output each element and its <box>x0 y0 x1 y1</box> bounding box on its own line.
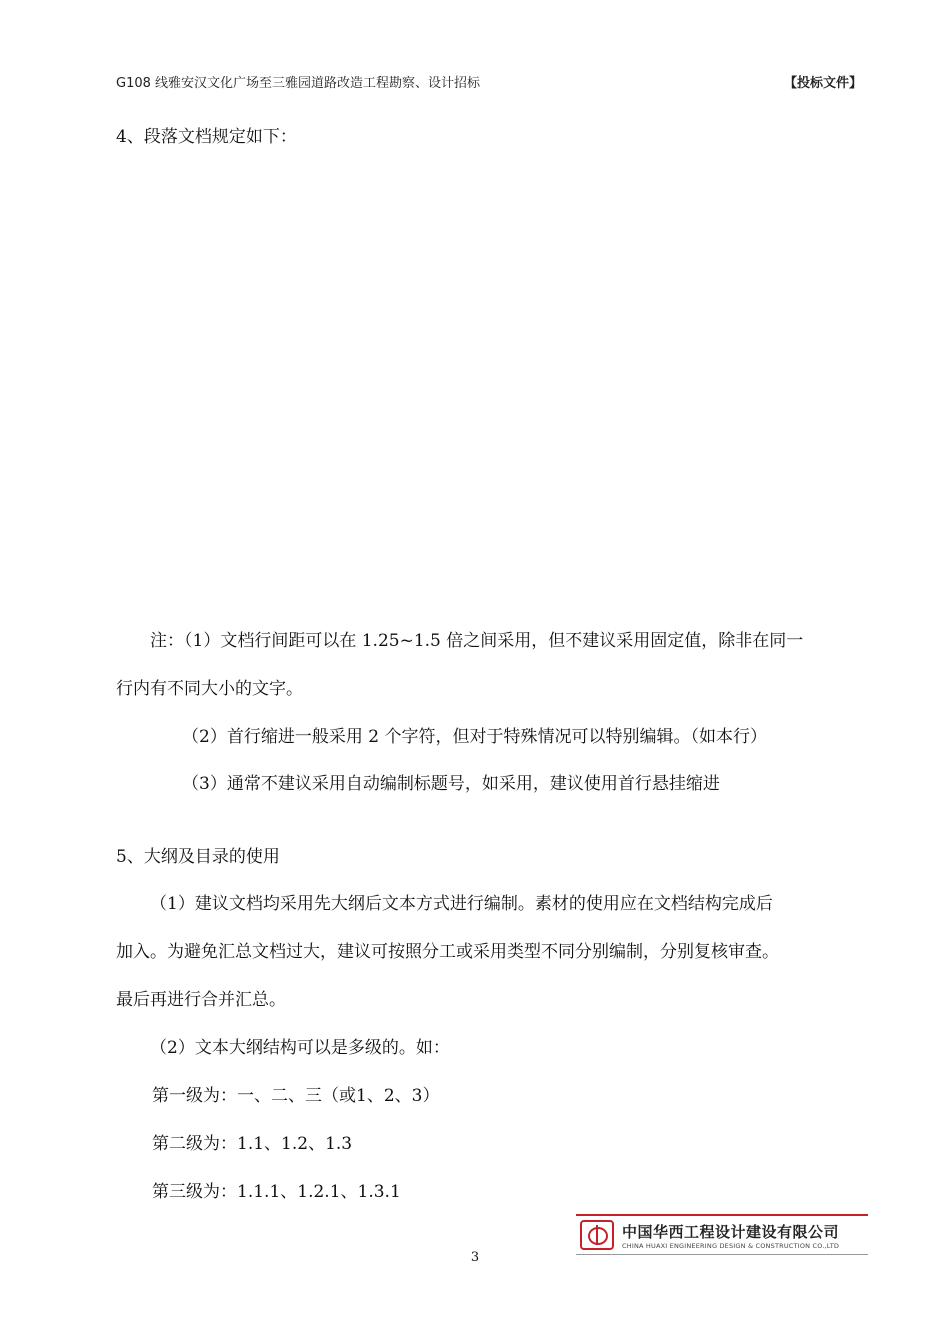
outline-level-3: 第三级为：1.1.1、1.2.1、1.3.1 <box>152 1182 401 1202</box>
header-doc-type: 【投标文件】 <box>783 76 862 91</box>
outline-level-1: 第一级为：一、二、三（或1、2、3） <box>152 1086 440 1106</box>
note-2: （2）首行缩进一般采用 2 个字符，但对于特殊情况可以特别编辑。（如本行） <box>182 727 767 747</box>
company-logo-icon <box>580 1220 614 1250</box>
company-name-cn: 中国华西工程设计建设有限公司 <box>622 1222 840 1241</box>
section-5-heading: 5、大纲及目录的使用 <box>116 847 280 867</box>
section-5-para-1-line-2: 加入。为避免汇总文档过大，建议可按照分工或采用类型不同分别编制，分别复核审查。 <box>116 942 779 962</box>
header-title: G108 线雅安汉文化广场至三雅园道路改造工程勘察、设计招标 <box>116 76 481 91</box>
section-5-para-2: （2）文本大纲结构可以是多级的。如： <box>150 1038 450 1058</box>
note-1-line-1: 注：（1）文档行间距可以在 1.25~1.5 倍之间采用，但不建议采用固定值，除非在同一 <box>150 631 804 651</box>
note-1-line-2: 行内有不同大小的文字。 <box>116 679 303 699</box>
note-3: （3）通常不建议采用自动编制标题号，如采用，建议使用首行悬挂缩进 <box>182 774 720 794</box>
company-logo <box>576 1214 868 1255</box>
section-5-para-1-line-1: （1）建议文档均采用先大纲后文本方式进行编制。素材的使用应在文档结构完成后 <box>150 894 773 914</box>
page-number: 3 <box>470 1250 480 1265</box>
section-5-para-1-line-3: 最后再进行合并汇总。 <box>116 990 286 1010</box>
company-name-en: CHINA HUAXI ENGINEERING DESIGN & CONSTRUCTION CO.,LTD <box>622 1241 840 1250</box>
outline-level-2: 第二级为：1.1、1.2、1.3 <box>152 1134 353 1154</box>
section-4-heading: 4、段落文档规定如下： <box>116 127 297 147</box>
